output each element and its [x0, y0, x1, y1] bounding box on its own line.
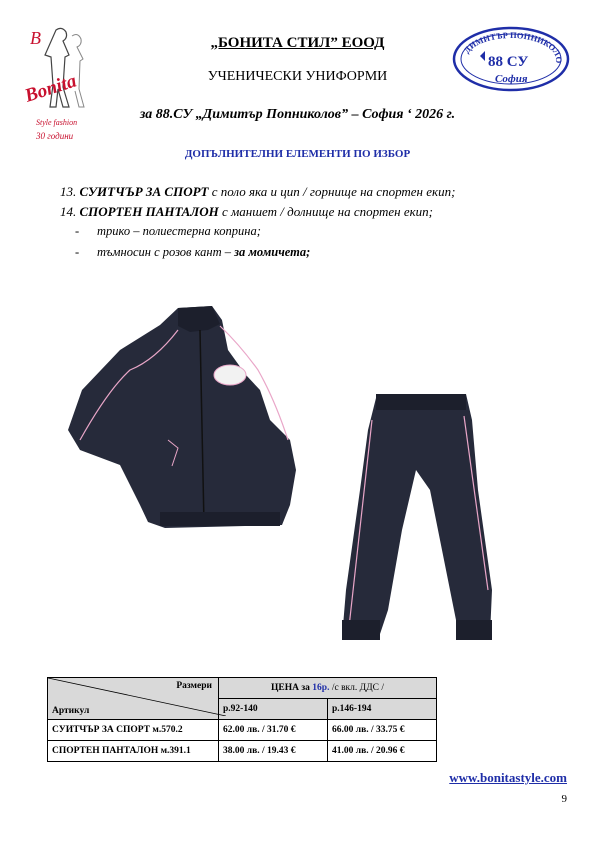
- col-header: р.92-140: [219, 699, 328, 720]
- subtitle: УЧЕНИЧЕСКИ УНИФОРМИ: [207, 69, 388, 84]
- sub-item: - тъмносин с розов кант – за момичета;: [75, 245, 311, 259]
- logo-center: 88 СУ: [488, 54, 529, 70]
- tracksuit-photo: [60, 290, 540, 670]
- jacket-image: [68, 306, 296, 528]
- list-item: 13. СУИТЧЪР ЗА СПОРТ с поло яка и цип / горнище на спортен екип;: [60, 184, 456, 199]
- page-number: 9: [561, 793, 567, 805]
- table-corner-header: Размери Артикул: [48, 678, 219, 720]
- list-item: 14. СПОРТЕН ПАНТАЛОН с маншет / долнище на спортен екип;: [60, 204, 433, 219]
- sub-item: - трико – полиестерна коприна;: [75, 224, 261, 238]
- logo-arc-text: ДИМИТЪР ПОПНИКОЛО: [461, 29, 565, 64]
- section-title: ДОПЪЛНИТЕЛНИ ЕЛЕМЕНТИ ПО ИЗБОР: [184, 148, 411, 160]
- table-row: СПОРТЕН ПАНТАЛОН м.391.1 38.00 лв. / 19.43 € 41.00 лв. / 20.96 €: [48, 741, 437, 762]
- website-link[interactable]: www.bonitastyle.com: [449, 770, 567, 785]
- school-line: за 88.СУ „Димитър Попниколов” – София ‘ 2026 г.: [139, 107, 456, 122]
- logo-city: София: [495, 73, 528, 85]
- item-list: [60, 182, 455, 222]
- table-row: СУИТЧЪР ЗА СПОРТ м.570.2 62.00 лв. / 31.70 € 66.00 лв. / 33.75 €: [48, 720, 437, 741]
- pants-image: [342, 394, 492, 640]
- company-name: „БОНИТА СТИЛ” ЕООД: [210, 35, 385, 51]
- logo-letter: B: [30, 28, 41, 48]
- price-table: [47, 677, 437, 762]
- col-header: р.146-194: [328, 699, 437, 720]
- logo-tagline: Style fashion: [36, 118, 78, 127]
- price-header: ЦЕНА за 16р. /с вкл. ДДС /: [219, 678, 437, 699]
- logo-years: 30 години: [36, 131, 74, 141]
- logo-brand: Bonita: [22, 70, 80, 107]
